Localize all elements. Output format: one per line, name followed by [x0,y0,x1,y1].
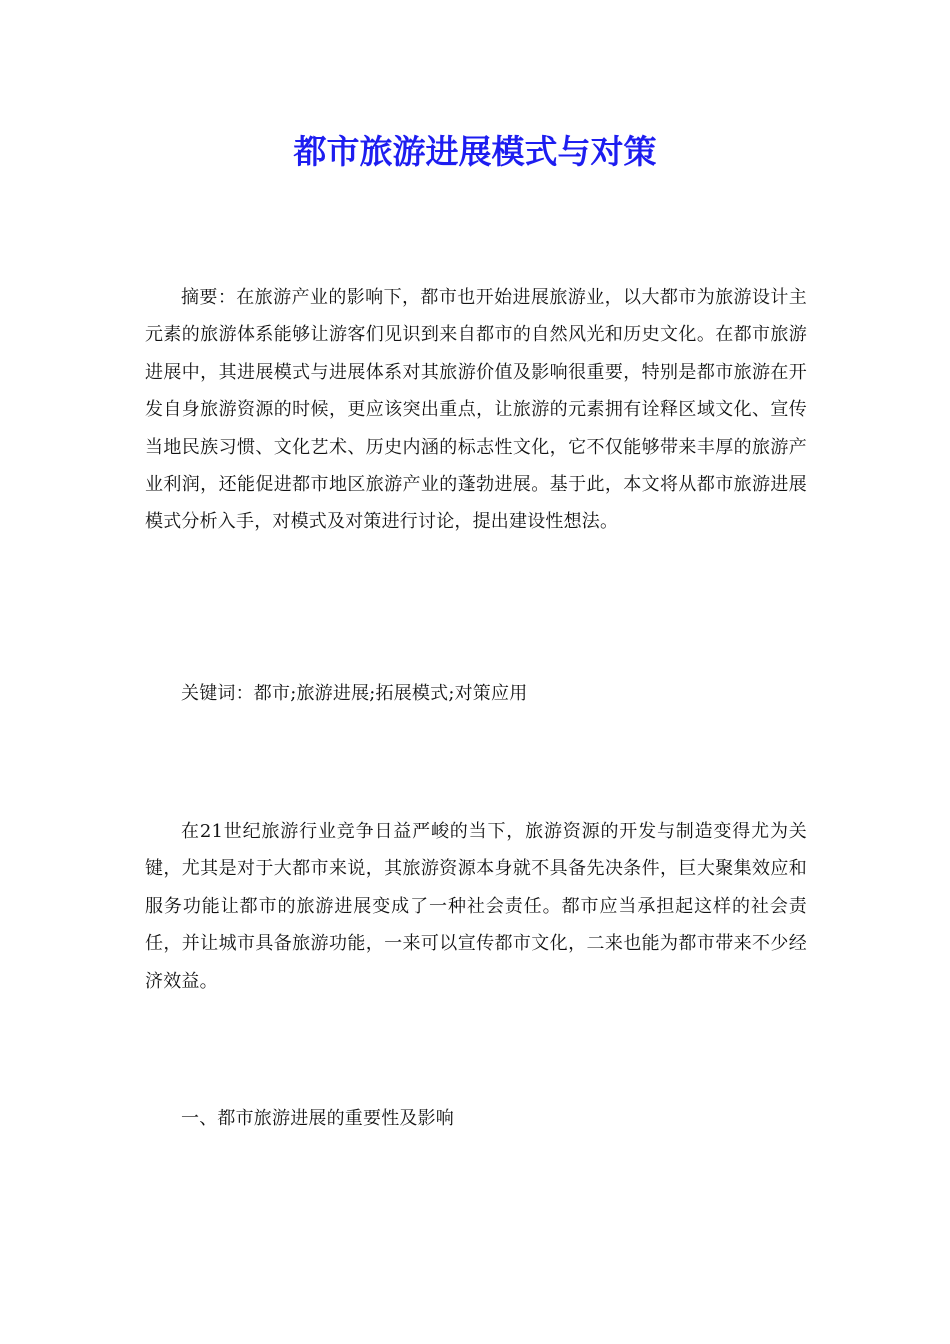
keywords-paragraph: 关键词：都市;旅游进展;拓展模式;对策应用 [181,683,528,704]
document-title: 都市旅游进展模式与对策 [293,132,657,171]
intro-paragraph: 在21世纪旅游行业竞争日益严峻的当下，旅游资源的开发与制造变得尤为关键，尤其是对于大都市来说，其旅游资源本身就不具备先决条件，巨大聚集效应和服务功能让都市的旅游进展变成了一种社会责任。都市应当承担起这样的社会责任，并让城市具备旅游功能，一来可以宣传都市文化，二来也能为都市带来不少经济效益。 [145,821,807,992]
section-heading-1: 一、都市旅游进展的重要性及影响 [181,1108,454,1129]
abstract-paragraph: 摘要：在旅游产业的影响下，都市也开始进展旅游业，以大都市为旅游设计主元素的旅游体系能够让游客们见识到来自都市的自然风光和历史文化。在都市旅游进展中，其进展模式与进展体系对其旅游价值及影响很重要，特别是都市旅游在开发自身旅游资源的时候，更应该突出重点，让旅游的元素拥有诠释区域文化、宣传当地民族习惯、文化艺术、历史内涵的标志性文化，它不仅能够带来丰厚的旅游产业利润，还能促进都市地区旅游产业的蓬勃进展。基于此，本文将从都市旅游进展模式分析入手，对模式及对策进行讨论，提出建设性想法。 [145,287,807,533]
